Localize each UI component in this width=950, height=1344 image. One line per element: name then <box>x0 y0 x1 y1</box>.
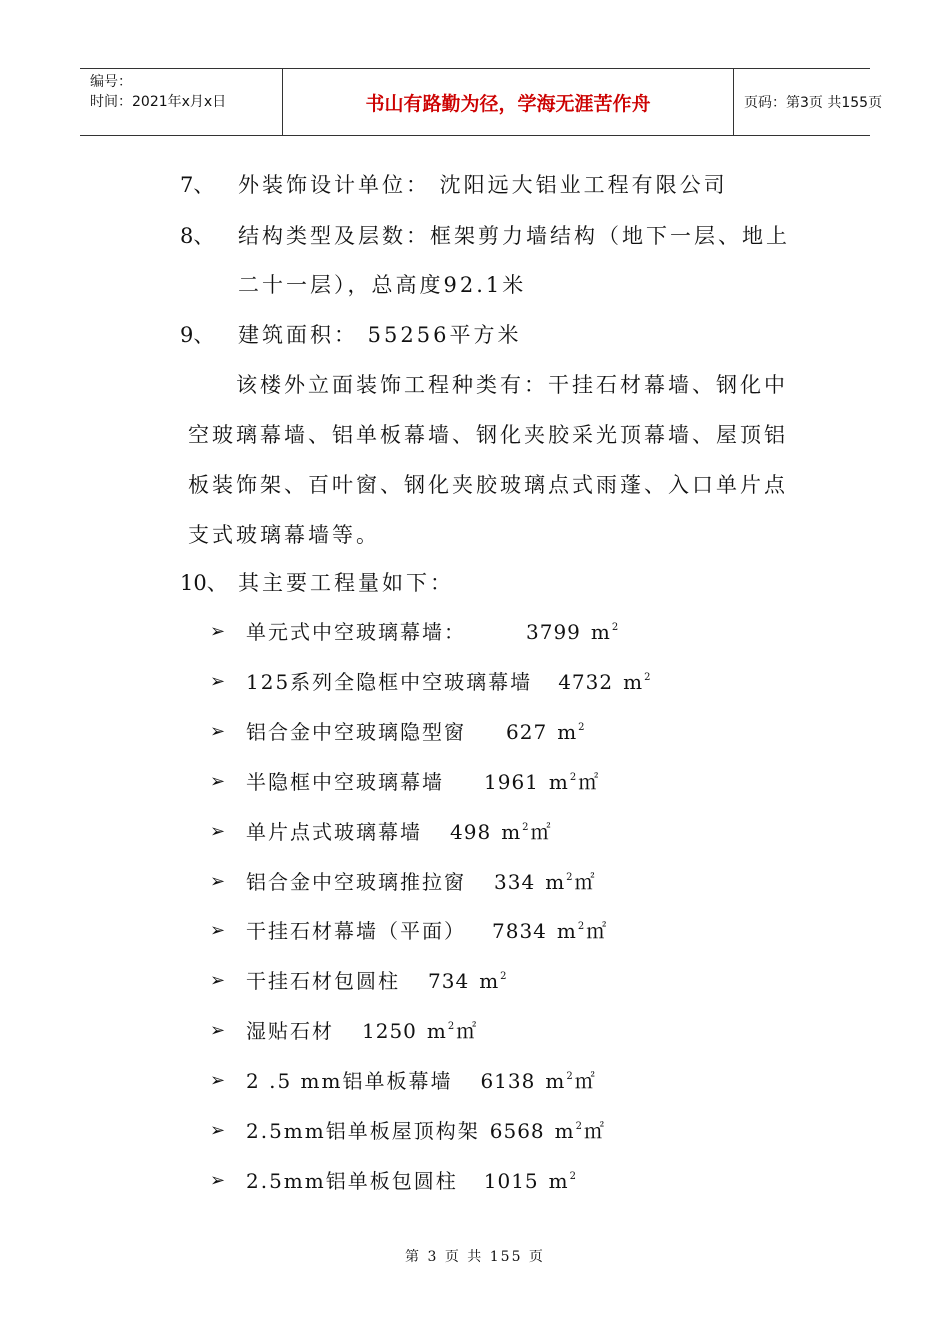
item-name: 干挂石材幕墙（平面） <box>246 919 466 943</box>
item-quantity: 6138 <box>480 1069 536 1093</box>
item-name: 单片点式玻璃幕墙 <box>246 820 422 844</box>
item-unit <box>591 620 620 644</box>
item-name: 2.5mm铝单板包圆柱 <box>246 1169 458 1193</box>
list-item <box>246 617 620 647</box>
item-name: 湿贴石材 <box>246 1019 334 1043</box>
item-quantity: 334 <box>494 870 536 894</box>
paragraph-9 <box>180 320 521 350</box>
paragraph-10 <box>180 568 454 598</box>
unit-superscript: 2 <box>569 1171 578 1182</box>
item-name: 铝合金中空玻璃推拉窗 <box>246 870 466 894</box>
number-label: 编号： <box>90 74 132 90</box>
item-unit <box>545 1069 574 1093</box>
unit-superscript: 2 <box>500 971 509 982</box>
page-footer: 第 3 页 共 155 页 <box>405 1249 545 1265</box>
unit-superscript: 2 <box>577 921 587 932</box>
item-unit <box>545 870 574 894</box>
item-unit <box>557 720 586 744</box>
paragraph-7 <box>180 170 728 200</box>
list-item <box>246 1066 595 1096</box>
page-header <box>80 68 883 136</box>
list-item <box>246 1016 476 1046</box>
list-item <box>246 767 598 797</box>
list-item <box>246 817 551 847</box>
item-unit-symbol: ㎡ <box>530 820 551 844</box>
unit-text: m <box>554 1119 576 1143</box>
item-quantity: 498 <box>450 820 492 844</box>
unit-text: m <box>556 919 578 943</box>
unit-superscript: 2 <box>522 822 531 833</box>
item-unit-symbol: ㎡ <box>578 770 599 794</box>
bullet-icon: ➢ <box>210 970 226 991</box>
bullet-icon: ➢ <box>210 821 226 842</box>
item-unit-symbol: ㎡ <box>584 1119 604 1143</box>
bullet-icon: ➢ <box>210 771 226 792</box>
unit-superscript: 2 <box>566 1071 575 1082</box>
item-unit <box>555 1119 584 1143</box>
unit-text: m <box>557 720 579 744</box>
list-item <box>246 1166 578 1196</box>
paragraph-text: 外装饰设计单位： 沈阳远大铝业工程有限公司 <box>238 173 728 197</box>
item-quantity: 6568 <box>489 1119 545 1143</box>
item-quantity: 627 <box>506 720 548 744</box>
item-unit <box>557 919 586 943</box>
item-unit-symbol: ㎡ <box>574 870 595 894</box>
paragraph-8 <box>180 221 790 251</box>
item-unit-symbol: ㎡ <box>456 1019 477 1043</box>
unit-superscript: 2 <box>578 722 587 733</box>
list-item <box>246 667 652 697</box>
bullet-icon: ➢ <box>210 621 226 642</box>
list-item <box>246 867 595 897</box>
item-unit-symbol: ㎡ <box>586 919 607 943</box>
item-quantity: 734 <box>428 969 470 993</box>
item-name: 125系列全隐框中空玻璃幕墙 <box>246 670 533 694</box>
item-name: 2 .5 mm铝单板幕墙 <box>246 1069 453 1093</box>
description-line-2: 空玻璃幕墙、铝单板幕墙、钢化夹胶采光顶幕墙、屋顶铝 <box>188 423 788 447</box>
header-meta <box>80 69 282 135</box>
item-quantity: 1961 <box>484 770 539 794</box>
description-line-4: 支式玻璃幕墙等。 <box>188 523 380 547</box>
unit-text: m <box>545 870 567 894</box>
description-line-1: 该楼外立面装饰工程种类有：干挂石材幕墙、钢化中 <box>236 373 788 397</box>
paragraph-text: 其主要工程量如下： <box>238 571 454 595</box>
item-unit <box>479 969 508 993</box>
paragraph-text: 建筑面积： 55256平方米 <box>238 323 522 347</box>
item-quantity: 1250 <box>362 1019 417 1043</box>
bullet-icon: ➢ <box>210 671 226 692</box>
unit-text: m <box>548 770 570 794</box>
item-name: 单元式中空玻璃幕墙： <box>246 620 466 644</box>
header-motto: 书山有路勤为径，学海无涯苦作舟 <box>282 69 734 135</box>
item-unit <box>427 1019 456 1043</box>
unit-superscript: 2 <box>569 772 579 783</box>
unit-text: m <box>548 1169 570 1193</box>
item-name: 铝合金中空玻璃隐型窗 <box>246 720 466 744</box>
item-name: 2.5mm铝单板屋顶构架 <box>246 1119 480 1143</box>
item-quantity: 1015 <box>483 1169 539 1193</box>
paragraph-number: 9、 <box>180 323 215 347</box>
paragraph-number: 8、 <box>180 224 215 248</box>
unit-superscript: 2 <box>575 1121 584 1132</box>
unit-superscript: 2 <box>566 872 575 883</box>
unit-superscript: 2 <box>447 1021 457 1032</box>
paragraph-text: 结构类型及层数：框架剪力墙结构（地下一层、地上 <box>238 224 790 248</box>
list-item <box>246 717 587 747</box>
unit-text: m <box>479 969 501 993</box>
item-unit <box>501 820 530 844</box>
bullet-icon: ➢ <box>210 721 226 742</box>
paragraph-8-continued: 二十一层），总高度92.1米 <box>238 273 527 297</box>
bullet-icon: ➢ <box>210 1120 226 1141</box>
item-name: 干挂石材包圆柱 <box>246 969 400 993</box>
item-unit <box>623 670 652 694</box>
list-item <box>246 1116 604 1146</box>
bullet-icon: ➢ <box>210 1170 226 1191</box>
unit-text: m <box>590 620 612 644</box>
item-name: 半隐框中空玻璃幕墙 <box>246 770 444 794</box>
item-quantity: 4732 <box>558 670 614 694</box>
list-item <box>246 916 606 946</box>
header-page-code: 页码：第3页 共155页 <box>744 95 883 111</box>
time-label: 时间：2021年x月x日 <box>90 94 227 110</box>
item-unit <box>549 1169 578 1193</box>
list-item <box>246 966 509 996</box>
unit-text: m <box>426 1019 448 1043</box>
item-quantity: 7834 <box>492 919 547 943</box>
bullet-icon: ➢ <box>210 1070 226 1091</box>
bullet-icon: ➢ <box>210 1020 226 1041</box>
unit-text: m <box>545 1069 567 1093</box>
paragraph-number: 10、 <box>180 571 228 595</box>
unit-superscript: 2 <box>611 622 621 633</box>
unit-superscript: 2 <box>644 672 653 683</box>
bullet-icon: ➢ <box>210 871 226 892</box>
item-unit-symbol: ㎡ <box>574 1069 595 1093</box>
description-line-3: 板装饰架、百叶窗、钢化夹胶玻璃点式雨蓬、入口单片点 <box>188 473 788 497</box>
unit-text: m <box>501 820 523 844</box>
bullet-icon: ➢ <box>210 920 226 941</box>
paragraph-number: 7、 <box>180 173 215 197</box>
unit-text: m <box>623 670 645 694</box>
item-quantity: 3799 <box>526 620 581 644</box>
item-unit <box>549 770 578 794</box>
